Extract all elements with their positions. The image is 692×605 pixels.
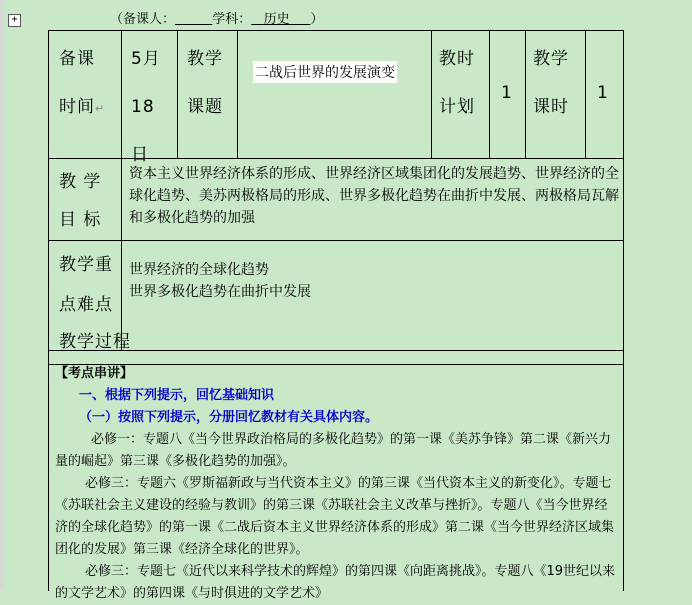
divider (585, 31, 586, 158)
lesson-content[interactable] (55, 363, 617, 605)
topic-label: 教学 课题 (187, 49, 223, 117)
paragraph: 必修一：专题八《当今世界政治格局的多极化趋势》的第一课《美苏争锋》第二课《新兴力量的崛起》第三课《多极化趋势的加强》。 (55, 432, 612, 469)
lesson-topic-value[interactable]: 二战后世界的发展演变 (253, 61, 397, 83)
divider (431, 31, 432, 158)
heading-recall: 一、根据下列提示，回忆基础知识 (79, 388, 275, 403)
key-points-list[interactable] (129, 259, 619, 303)
paragraph: 必修三：专题七《近代以来科学技术的辉煌》的第四课《向距离挑战》。专题八《19世纪以来的文学艺术》的第四课《与时俱进的文学艺术》 (55, 564, 616, 601)
preparer-header (110, 8, 323, 27)
divider (237, 31, 238, 158)
key-point-item: 世界多极化趋势在曲折中发展 (129, 284, 311, 300)
row-divider (49, 240, 623, 241)
preparer-label: （备课人： (110, 12, 176, 27)
subject-value[interactable]: 历史 (263, 12, 290, 27)
key-points-label: 教学重 点难点 (59, 255, 113, 315)
header-close: ） (310, 12, 324, 27)
preparer-blank[interactable] (175, 12, 212, 27)
heading-textbook: （一）按照下列提示，分册回忆教材有关具体内容。 (79, 410, 379, 425)
divider (489, 31, 490, 158)
plan-label: 教时 计划 (439, 49, 475, 117)
goal-label: 教 学 目 标 (59, 172, 102, 230)
divider (121, 158, 122, 350)
goal-text[interactable]: 资本主义世界经济体系的形成、世界经济区域集团化的发展趋势、世界经济的全球化趋势、美苏两极格局的形成、世界多极化趋势在曲折中发展、两极格局瓦解和多极化趋势的加强 (129, 166, 619, 226)
paragraph: 必修三：专题六《罗斯福新政与当代资本主义》的第三课《当代资本主义的新变化》。专题七《苏联社会主义建设的经验与教训》的第三课《苏联社会主义改革与挫折》。专题八《当今世界经济的全球化趋势》的第一课《二战后资本主义世界经济体系的形成》第二课《当今世界经济区域集团化的发展》第三课《经济全球化的世界》。 (55, 476, 615, 557)
lesson-plan-table (48, 30, 624, 601)
section-title: 【考点串讲】 (55, 366, 134, 381)
subject-label: 学科： (212, 12, 252, 27)
divider (177, 31, 178, 158)
table-move-handle-icon[interactable]: + (8, 14, 21, 27)
lesson-time-value[interactable]: 1 (597, 83, 609, 103)
page-margin (0, 0, 4, 590)
key-point-item: 世界经济的全球化趋势 (129, 262, 269, 278)
process-label: 教学过程 (59, 332, 131, 352)
plan-value[interactable]: 1 (501, 83, 513, 103)
prep-date[interactable]: 5月 18 日 (131, 49, 161, 165)
divider (525, 31, 526, 158)
lesson-time-label: 教学 课时 (533, 49, 569, 117)
prep-time-label: 备课 时间↵ (59, 49, 106, 117)
divider (121, 31, 122, 158)
